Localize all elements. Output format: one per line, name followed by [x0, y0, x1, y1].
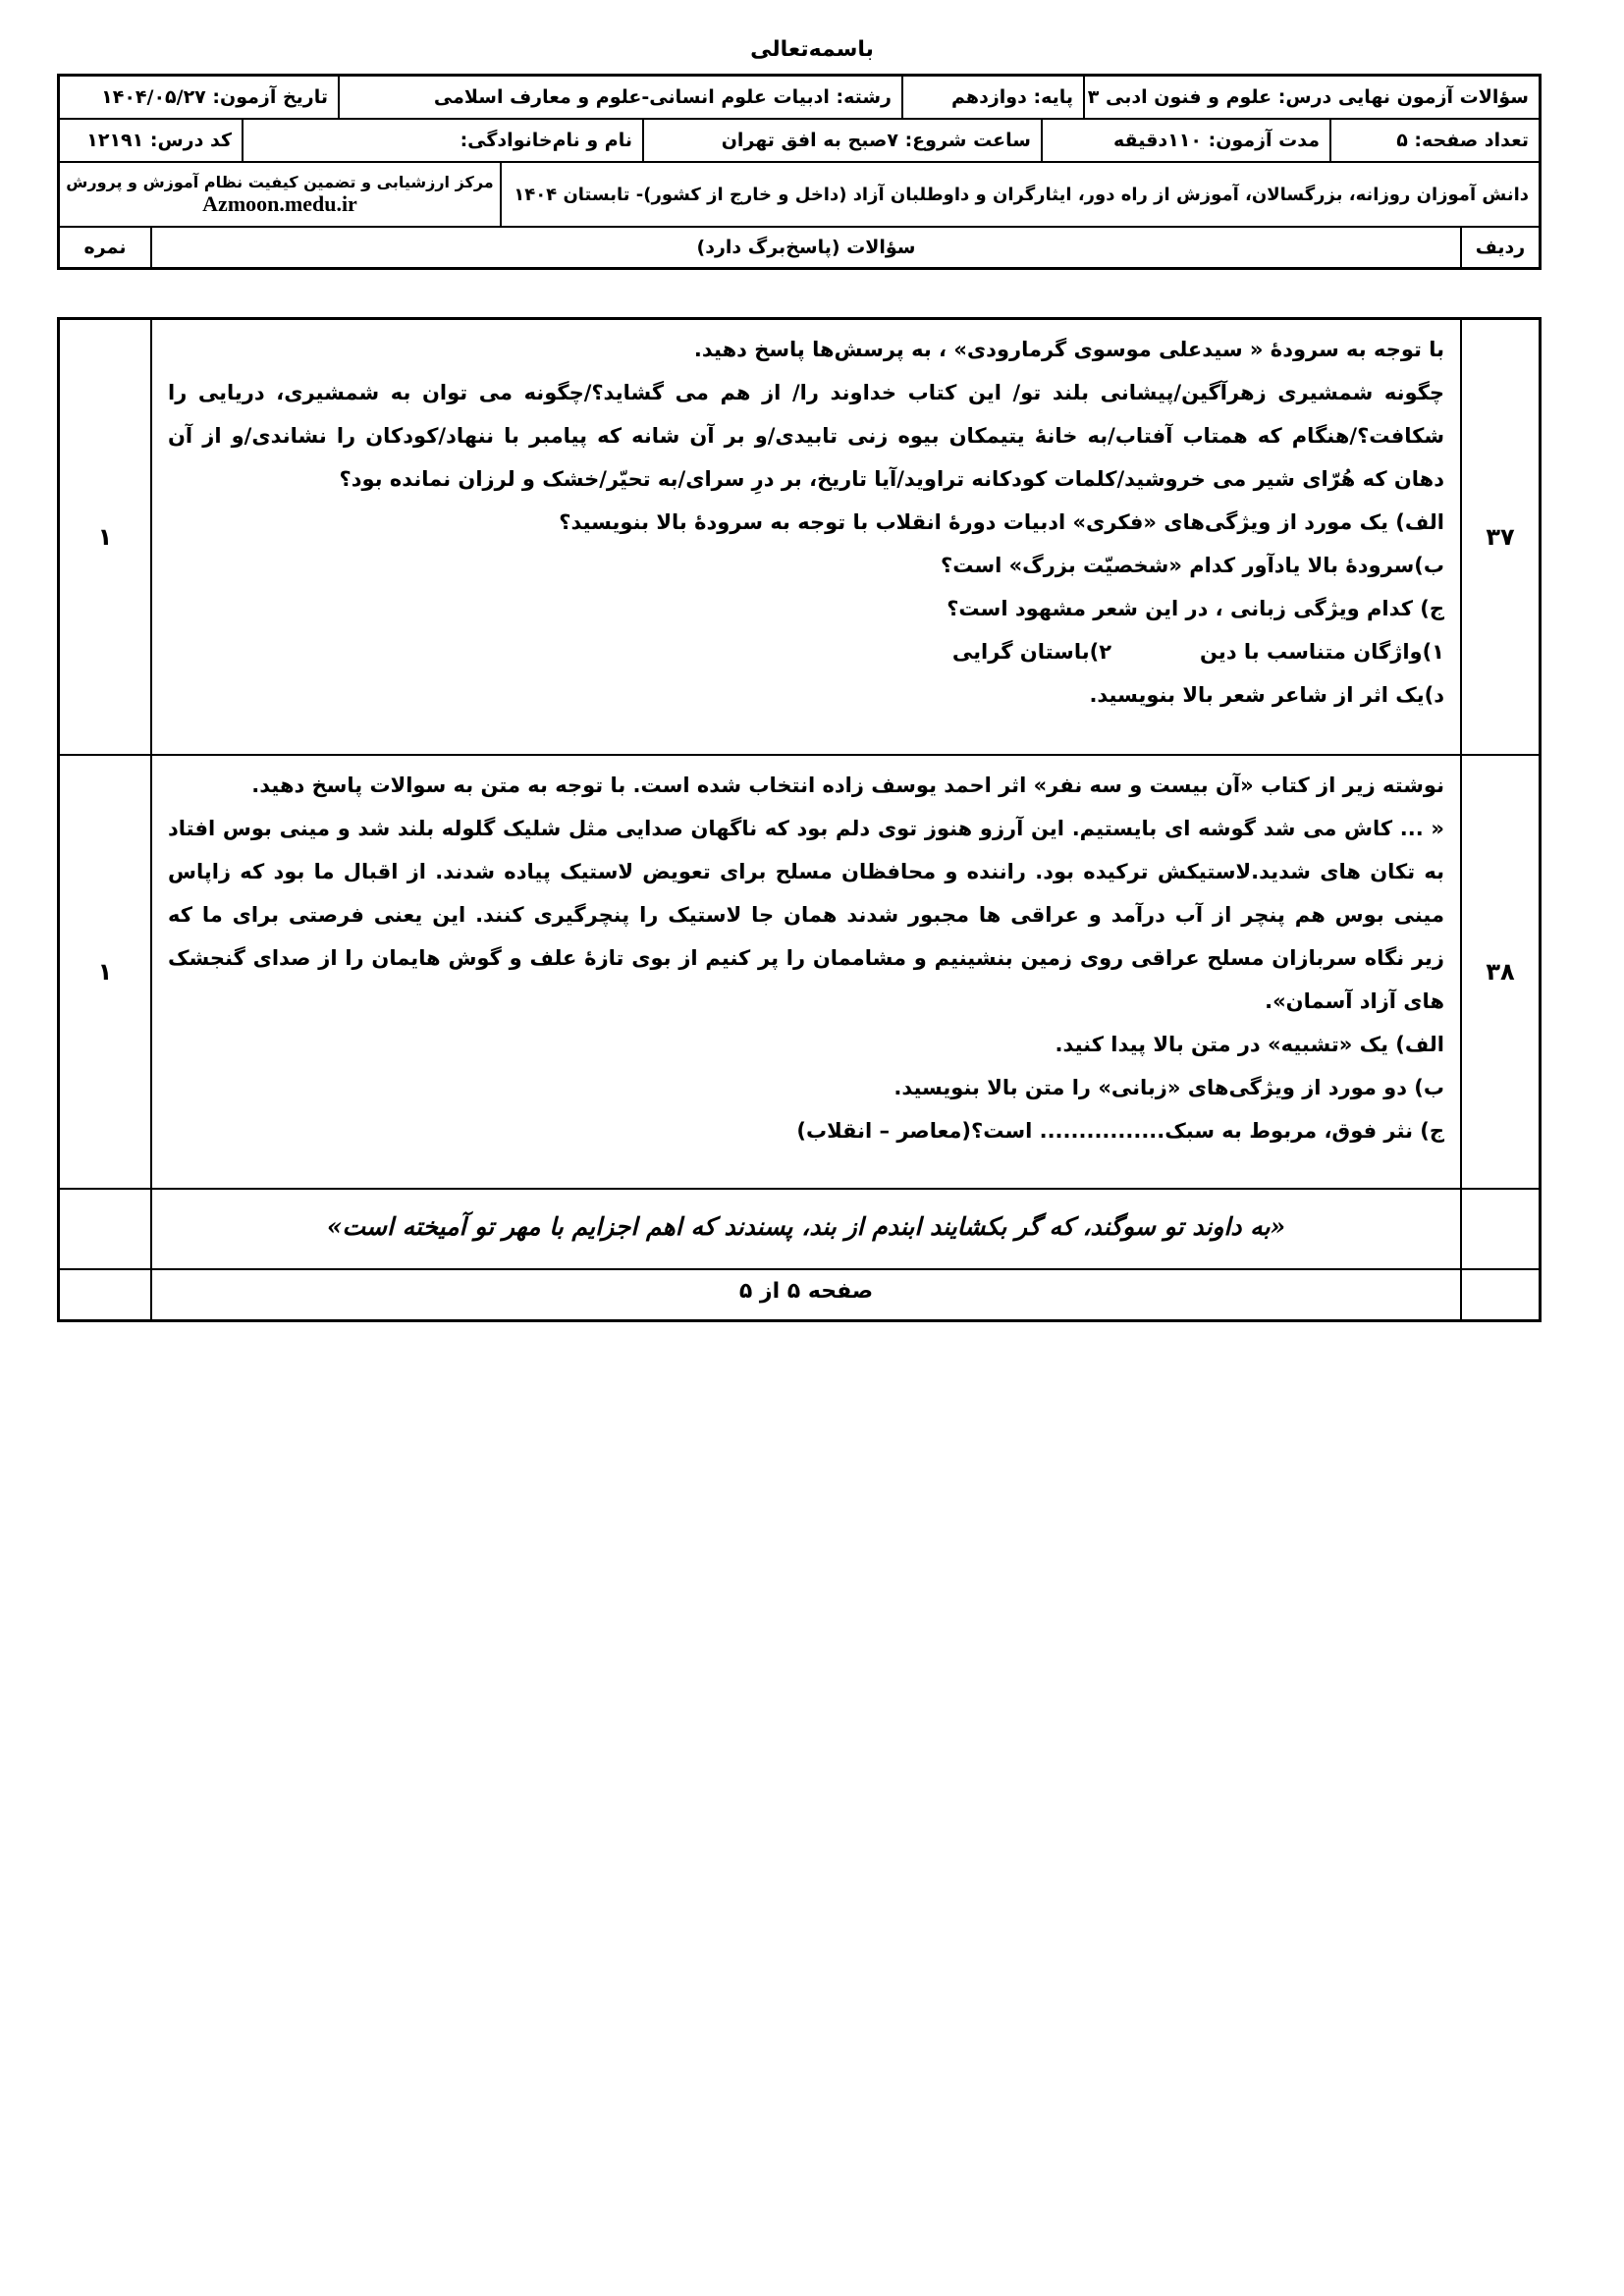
question-line: شکافت؟/هنگام که همتاب آفتاب/به خانهٔ یتیمکان بیوه زنی تابیدی/و بر آن شانه که پیامبر با ننهاد/کودکان را نشاندی/و از آن	[168, 424, 1444, 448]
question-line: الف) یک «تشبیه» در متن بالا پیدا کنید.	[1055, 1033, 1444, 1056]
question-body	[150, 320, 1460, 754]
start-time: ساعت شروع: ۷صبح به افق تهران	[642, 120, 1041, 161]
page-heading: باسمه‌تعالی	[750, 37, 874, 62]
question-line: الف) یک مورد از ویژگی‌های «فکری» ادبیات دورهٔ انقلاب با توجه به سرودهٔ بالا بنویسید؟	[559, 510, 1444, 534]
motto-row	[60, 1190, 1539, 1270]
question-line: ج) نثر فوق، مربوط به سبک................ است؟(معاصر – انقلاب)	[796, 1119, 1444, 1143]
option-1: ۱)واژگان متناسب با دین	[1200, 640, 1444, 664]
page-count: تعداد صفحه: ۵	[1329, 120, 1539, 161]
question-number: ۳۸	[1460, 756, 1539, 1188]
grade: پایه: دوازدهم	[901, 77, 1083, 118]
col-questions-header: سؤالات (پاسخ‌برگ دارد)	[150, 228, 1460, 267]
question-row	[60, 320, 1539, 756]
org-website: Azmoon.medu.ir	[202, 190, 357, 216]
question-line: ج) کدام ویژگی زبانی ، در این شعر مشهود است؟	[947, 597, 1444, 620]
question-line: های آزاد آسمان».	[1265, 989, 1444, 1013]
exam-date: تاریخ آزمون: ۱۴۰۴/۰۵/۲۷	[101, 86, 328, 108]
question-line: مینی بوس هم پنچر از آب درآمد و عراقی ها مجبور شدند همان جا لاستیک را پنچرگیری کنند. این یعنی فرصتی برای ما که	[168, 903, 1444, 927]
question-body	[150, 756, 1460, 1188]
question-line: د)یک اثر از شاعر شعر بالا بنویسید.	[1089, 683, 1444, 707]
motto: «به داوند تو سوگند، که گر بکشایند ابندم از بند، پسندند که اهم اجزایم با مهر تو آمیخته است»	[150, 1190, 1460, 1268]
footer-row	[60, 1270, 1539, 1319]
questions-table	[57, 317, 1542, 1322]
question-line: با توجه به سرودهٔ « سیدعلی موسوی گرمارودی» ، به پرسش‌ها پاسخ دهید.	[693, 338, 1444, 361]
organization	[60, 163, 500, 226]
question-line: زیر نگاه سربازان مسلح عراقی روی زمین بنشینیم و مشاممان را پر کنیم از بوی تازهٔ علف و گوش هایمان را از صدای گنجشک	[168, 946, 1444, 970]
question-line: ب)سرودهٔ بالا یادآور کدام «شخصیّت بزرگ» است؟	[941, 554, 1444, 577]
course-code: کد درس: ۱۲۱۹۱	[86, 130, 232, 151]
col-row-header: ردیف	[1460, 228, 1539, 267]
answer-options	[168, 630, 1444, 673]
exam-header	[57, 74, 1542, 270]
question-score: ۱	[97, 523, 113, 551]
audience: دانش آموزان روزانه، بزرگسالان، آموزش از راه دور، ایثارگران و داوطلبان آزاد (داخل و خارج از کشور)- تابستان ۱۴۰۴	[500, 163, 1539, 226]
duration: مدت آزمون: ۱۱۰دقیقه	[1041, 120, 1329, 161]
name-label: نام و نام‌خانوادگی:	[242, 120, 642, 161]
question-row	[60, 756, 1539, 1190]
question-line: نوشته زیر از کتاب «آن بیست و سه نفر» اثر احمد یوسف زاده انتخاب شده است. با توجه به متن به سوالات پاسخ دهید.	[251, 774, 1444, 797]
org-name: مرکز ارزشیابی و تضمین کیفیت نظام آموزش و پرورش	[66, 172, 494, 191]
question-line: ب) دو مورد از ویژگی‌های «زبانی» را متن بالا بنویسید.	[893, 1076, 1444, 1099]
question-number: ۳۷	[1460, 320, 1539, 754]
question-line: چگونه شمشیری زهرآگین/پیشانی بلند تو/ این کتاب خداوند را/ از هم می گشاید؟/چگونه می توان به شمشیری، دریایی را	[168, 381, 1444, 404]
question-score: ۱	[97, 958, 113, 986]
col-score-header: نمره	[83, 237, 127, 258]
option-2: ۲)باستان گرایی	[951, 640, 1112, 664]
question-line: « ... کاش می شد گوشه ای بایستیم. این آرزو هنوز توی دلم بود که ناگهان صدایی مثل شلیک گلوله بلند شد و مینی بوس افتاد	[168, 817, 1444, 840]
question-line: دهان که هُرّای شیر می خروشید/کلمات کودکانه تراوید/آیا تاریخ، بر درِ سرای/به تحیّر/خشک و لرزان نمانده بود؟	[339, 467, 1444, 491]
page-footer: صفحه ۵ از ۵	[150, 1270, 1460, 1319]
question-line: به تکان های شدید.لاستیکش ترکیده بود. راننده و محافظان مسلح برای تعویض لاستیک پیاده شدند. از اقبال ما بود که زاپاس	[168, 860, 1444, 883]
field: رشته: ادبیات علوم انسانی-علوم و معارف اسلامی	[338, 77, 901, 118]
exam-title: سؤالات آزمون نهایی درس: علوم و فنون ادبی ۳	[1083, 77, 1539, 118]
